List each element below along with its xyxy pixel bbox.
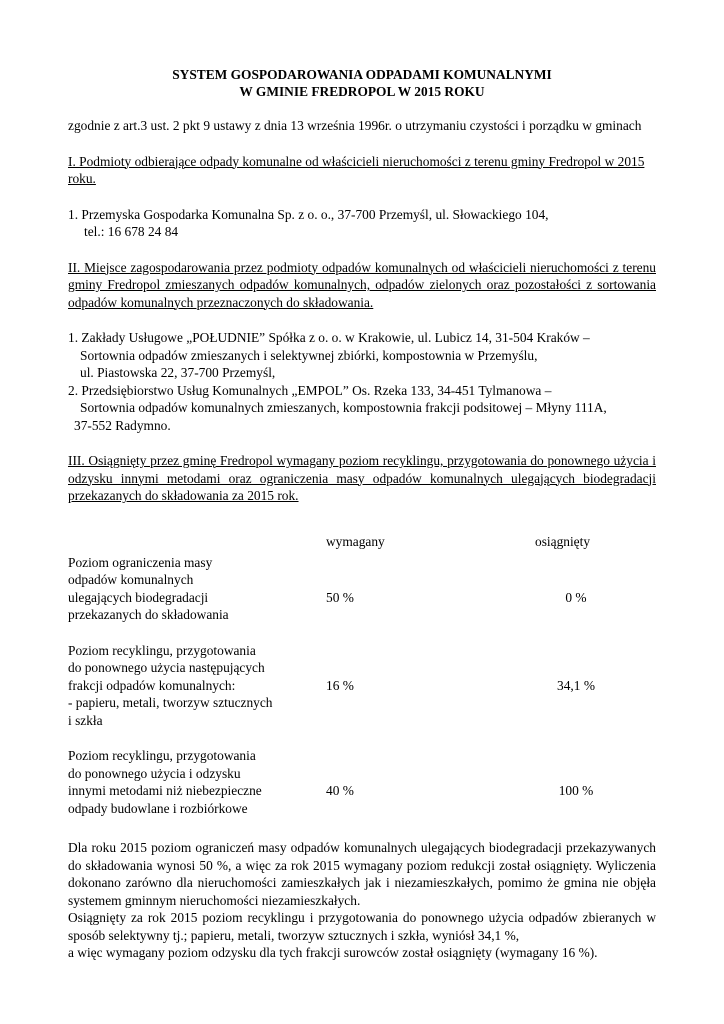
achieved-value: 100 % xyxy=(558,783,594,798)
summary-paragraph-2: Osiągnięty za rok 2015 poziom recyklingu i przygotowania do ponownego użycia odpadów zbieranych w sposób selektywny tj.; papieru, metali, tworzyw sztucznych i szkła, wyniósł 34,1 %, xyxy=(68,910,656,943)
row-label-line: innymi metodami niż niebezpieczne xyxy=(68,783,262,798)
table-row xyxy=(68,554,656,624)
table-row xyxy=(68,642,656,730)
summary-paragraph-2-end: a więc wymagany poziom odzysku dla tych frakcji surowców został osiągnięty (wymagany 16 %). xyxy=(68,945,598,960)
required-value: 16 % xyxy=(326,677,354,693)
summary-paragraph-1: Dla roku 2015 poziom ograniczeń masy odpadów komunalnych ulegających biodegradacji przekazywanych do składowania wynosi 50 %, a więc za rok 2015 wymagany poziom redukcji został osiągnięty. Wyliczenia dokonano zarówno dla nieruchomości zamieszkałych jak i niezamieszkałych, pomimo że gmina nie objęła systemem gminnym nieruchomości niezamieszkałych. xyxy=(68,840,656,908)
achieved-value: 0 % xyxy=(565,589,587,605)
row-label-line: Poziom recyklingu, przygotowania xyxy=(68,748,256,763)
row-label-line: do ponownego użycia następujących xyxy=(68,660,265,675)
required-value: 40 % xyxy=(326,783,354,798)
title-line-1: SYSTEM GOSPODAROWANIA ODPADAMI KOMUNALNYMI xyxy=(172,67,552,82)
row-label-line: frakcji odpadów komunalnych: xyxy=(68,677,236,693)
row-label-line: - papieru, metali, tworzyw sztucznych xyxy=(68,695,273,710)
table-header xyxy=(68,533,656,551)
section-2-item-1-address: ul. Piastowska 22, 37-700 Przemyśl, xyxy=(80,365,276,380)
required-value: 50 % xyxy=(326,589,354,605)
section-1-heading: I. Podmioty odbierające odpady komunalne od właścicieli nieruchomości z terenu gminy Fredropol w 2015 roku. xyxy=(68,153,645,186)
table-row xyxy=(68,747,656,817)
row-label xyxy=(68,747,298,817)
title-line-2: W GMINIE FREDROPOL W 2015 ROKU xyxy=(239,84,485,99)
column-achieved-header: osiągnięty xyxy=(535,533,591,549)
row-label-line: i szkła xyxy=(68,712,103,728)
document-title xyxy=(68,66,656,100)
row-label-line: do ponownego użycia i odzysku xyxy=(68,765,241,781)
row-label-line: Poziom ograniczenia masy xyxy=(68,554,213,570)
row-label-line: ulegających biodegradacji xyxy=(68,589,209,605)
row-label xyxy=(68,554,298,624)
section-2-item-2-desc: Sortownia odpadów komunalnych zmieszanych, kompostownia frakcji podsitowej – Młyny 111A, xyxy=(80,400,607,415)
section-1-item-1: 1. Przemyska Gospodarka Komunalna Sp. z o. o., 37-700 Przemyśl, ul. Słowackiego 104, xyxy=(68,206,549,222)
section-1-item-1-phone: tel.: 16 678 24 84 xyxy=(84,224,179,239)
section-2-item-1-desc: Sortownia odpadów zmieszanych i selektywnej zbiórki, kompostownia w Przemyślu, xyxy=(80,347,538,363)
section-3-heading: III. Osiągnięty przez gminę Fredropol wymagany poziom recyklingu, przygotowania do ponownego użycia i odzysku innymi metodami oraz ograniczenia masy odpadów komunalnych ulegających biodegradacji przekazanych do składowania za 2015 rok. xyxy=(68,453,656,503)
row-label-line: Poziom recyklingu, przygotowania xyxy=(68,642,256,658)
section-2-heading: II. Miejsce zagospodarowania przez podmioty odpadów komunalnych od właścicieli nieruchomości z terenu gminy Fredropol zmieszanych odpadów komunalnych, odpadów zielonych oraz pozostałości z sortowania odpadów komunalnych przeznaczonych do składowania. xyxy=(68,259,656,310)
section-2-item-2: 2. Przedsiębiorstwo Usług Komunalnych „EMPOL” Os. Rzeka 133, 34-451 Tylmanowa – xyxy=(68,382,552,398)
section-2-item-2-address: 37-552 Radymno. xyxy=(74,417,171,433)
row-label-line: przekazanych do składowania xyxy=(68,607,229,622)
legal-basis: zgodnie z art.3 ust. 2 pkt 9 ustawy z dnia 13 września 1996r. o utrzymaniu czystości i porządku w gminach xyxy=(68,118,642,133)
row-label-line: odpady budowlane i rozbiórkowe xyxy=(68,800,248,816)
column-required-header: wymagany xyxy=(326,533,385,549)
document-page xyxy=(68,66,656,962)
row-label xyxy=(68,642,298,730)
row-label-line: odpadów komunalnych xyxy=(68,572,194,587)
recycling-levels-table xyxy=(68,533,656,818)
achieved-value: 34,1 % xyxy=(557,677,595,693)
section-2-item-1: 1. Zakłady Usługowe „POŁUDNIE” Spółka z o. o. w Krakowie, ul. Lubicz 14, 31-504 Kraków – xyxy=(68,330,590,345)
